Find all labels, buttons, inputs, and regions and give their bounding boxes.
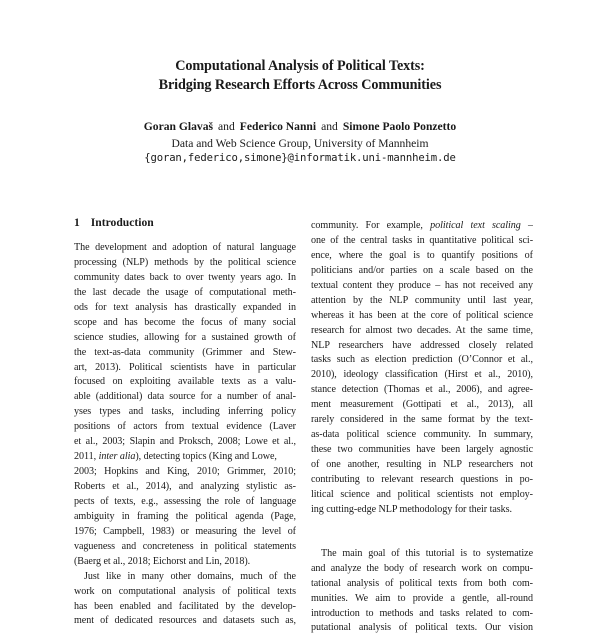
author-name: Federico Nanni: [239, 120, 317, 133]
text-line: pects of texts, e.g., assessing the role of language: [74, 495, 296, 507]
text-line: (Baerg et al., 2018; Eichorst and Lin, 2018).: [74, 555, 251, 567]
paper-title: [0, 57, 600, 95]
text-line: of one another, resulting in NLP researchers not: [311, 459, 533, 470]
text-line: art, 2013). Political scientists have in particular: [74, 361, 296, 373]
text-line: 2003; Hopkins and King, 2010; Grimmer, 2010;: [74, 466, 296, 478]
text-line: et al., 2003; Slapin and Proksch, 2008; Lowe et al.,: [74, 436, 296, 448]
text-line: rarely considered in the same format by the text-: [311, 414, 533, 426]
text-line: whereas it has been at the core of political science: [311, 309, 533, 321]
author-name: Goran Glavaš: [143, 120, 214, 133]
text-line: ment measurement (Gottipati et al., 2013), all: [311, 399, 533, 411]
text-line: NLP researchers have addressed closely related: [311, 339, 533, 351]
text-line: attention by the NLP community until last year,: [311, 294, 533, 306]
paragraph-gap: [311, 518, 533, 547]
text-line: scope and has become the focus of many social: [74, 316, 296, 328]
text-line: positions of actors from textual evidence (Laver: [74, 421, 296, 433]
text-line: litical science and political scientists not employ-: [311, 488, 533, 500]
text-line: munities. We aim to provide a gentle, all-round: [311, 592, 533, 604]
text-line: these two communities have been largely agnostic: [311, 444, 533, 456]
text-line: 1976; Campbell, 1983) or measuring the level of: [74, 525, 296, 537]
author-separator: and: [321, 120, 338, 133]
text-line: able (additional) data source for a number of anal-: [74, 391, 296, 403]
text-line: ence, where the goal is to quantify positions of: [311, 249, 533, 261]
text-line: has been enabled and facilitated by the develop-: [74, 600, 296, 612]
author-list: [0, 119, 600, 135]
text-line: Roberts et al., 2014), and analyzing stylistic as-: [74, 481, 296, 492]
text-fragment: community. For example,: [311, 220, 431, 231]
text-line: contributing to relevant research questions in po-: [311, 473, 533, 485]
text-line: [74, 450, 296, 465]
author-separator: and: [218, 120, 235, 133]
text-line: and analyze the body of research work on compu-: [311, 562, 533, 574]
text-fragment: 2011,: [74, 451, 99, 463]
title-line-1: Computational Analysis of Political Texts:: [175, 58, 425, 74]
text-line: textual content they produce – has not received any: [311, 279, 533, 291]
text-line: focused on exploiting available texts as a valu-: [74, 376, 296, 388]
text-line: ods for text analysis has drastically expanded in: [74, 301, 296, 313]
text-line: the last decade the usage of computational meth-: [74, 286, 296, 298]
text-line: tasks such as election prediction (O’Connor et al.,: [311, 354, 533, 366]
political-text-scaling-italic: political text scaling: [430, 220, 521, 231]
section-number: 1: [74, 216, 80, 229]
text-line: ambiguity in framing the political agenda (Page,: [74, 510, 296, 522]
text-line: vagueness and concreteness in political statements: [74, 540, 296, 552]
inter-alia-italic: inter alia: [98, 451, 136, 463]
text-line: The main goal of this tutorial is to systematize: [321, 547, 533, 559]
text-line: yses types and tasks, including inferring policy: [74, 406, 296, 418]
section-heading: [74, 215, 154, 231]
text-line: processing (NLP) methods by the political science: [74, 256, 296, 268]
text-line: 2010), ideology classification (Hirst et al., 2010),: [311, 369, 533, 381]
text-line: tational analysis of political texts from both com-: [311, 577, 533, 589]
text-fragment: ), detecting topics (King and Lowe,: [135, 451, 277, 463]
text-line: stance detection (Thomas et al., 2006), and agree-: [311, 384, 533, 396]
title-line-2: Bridging Research Efforts Across Communities: [158, 77, 442, 93]
text-line: research for almost two decades. At the same time,: [311, 324, 533, 336]
affiliation: Data and Web Science Group, University of Mannheim: [171, 137, 429, 150]
text-fragment: –: [520, 220, 533, 231]
text-line: the text-as-data community (Grimmer and Stew-: [74, 346, 296, 358]
text-line: Just like in many other domains, much of the: [84, 570, 296, 582]
text-line: ment of dedicated resources and datasets such as,: [74, 615, 296, 627]
text-line: introduction to methods and tasks related to com-: [311, 607, 533, 619]
left-column: [74, 241, 296, 629]
text-line: [311, 219, 533, 234]
text-line: science studies, allowing for a sustained growth of: [74, 331, 296, 343]
text-line: ing cutting-edge NLP methodology for their tasks.: [311, 503, 512, 515]
text-line: as-data political science community. In summary,: [311, 429, 533, 441]
text-line: one of the central tasks in quantitative political sci-: [311, 234, 533, 246]
text-line: work on computational analysis of political texts: [74, 585, 296, 597]
text-line: The development and adoption of natural language: [74, 242, 296, 253]
right-column: [311, 219, 533, 636]
text-line: politicians and/or parties on a scale based on the: [311, 264, 533, 276]
text-line: community dates back to over twenty years ago. In: [74, 271, 296, 283]
author-name: Simone Paolo Ponzetto: [342, 120, 457, 133]
author-email: {goran,federico,simone}@informatik.uni-mannheim.de: [144, 152, 456, 164]
section-title: Introduction: [90, 216, 154, 229]
text-line: putational analysis of political texts. Our vision: [311, 622, 533, 634]
